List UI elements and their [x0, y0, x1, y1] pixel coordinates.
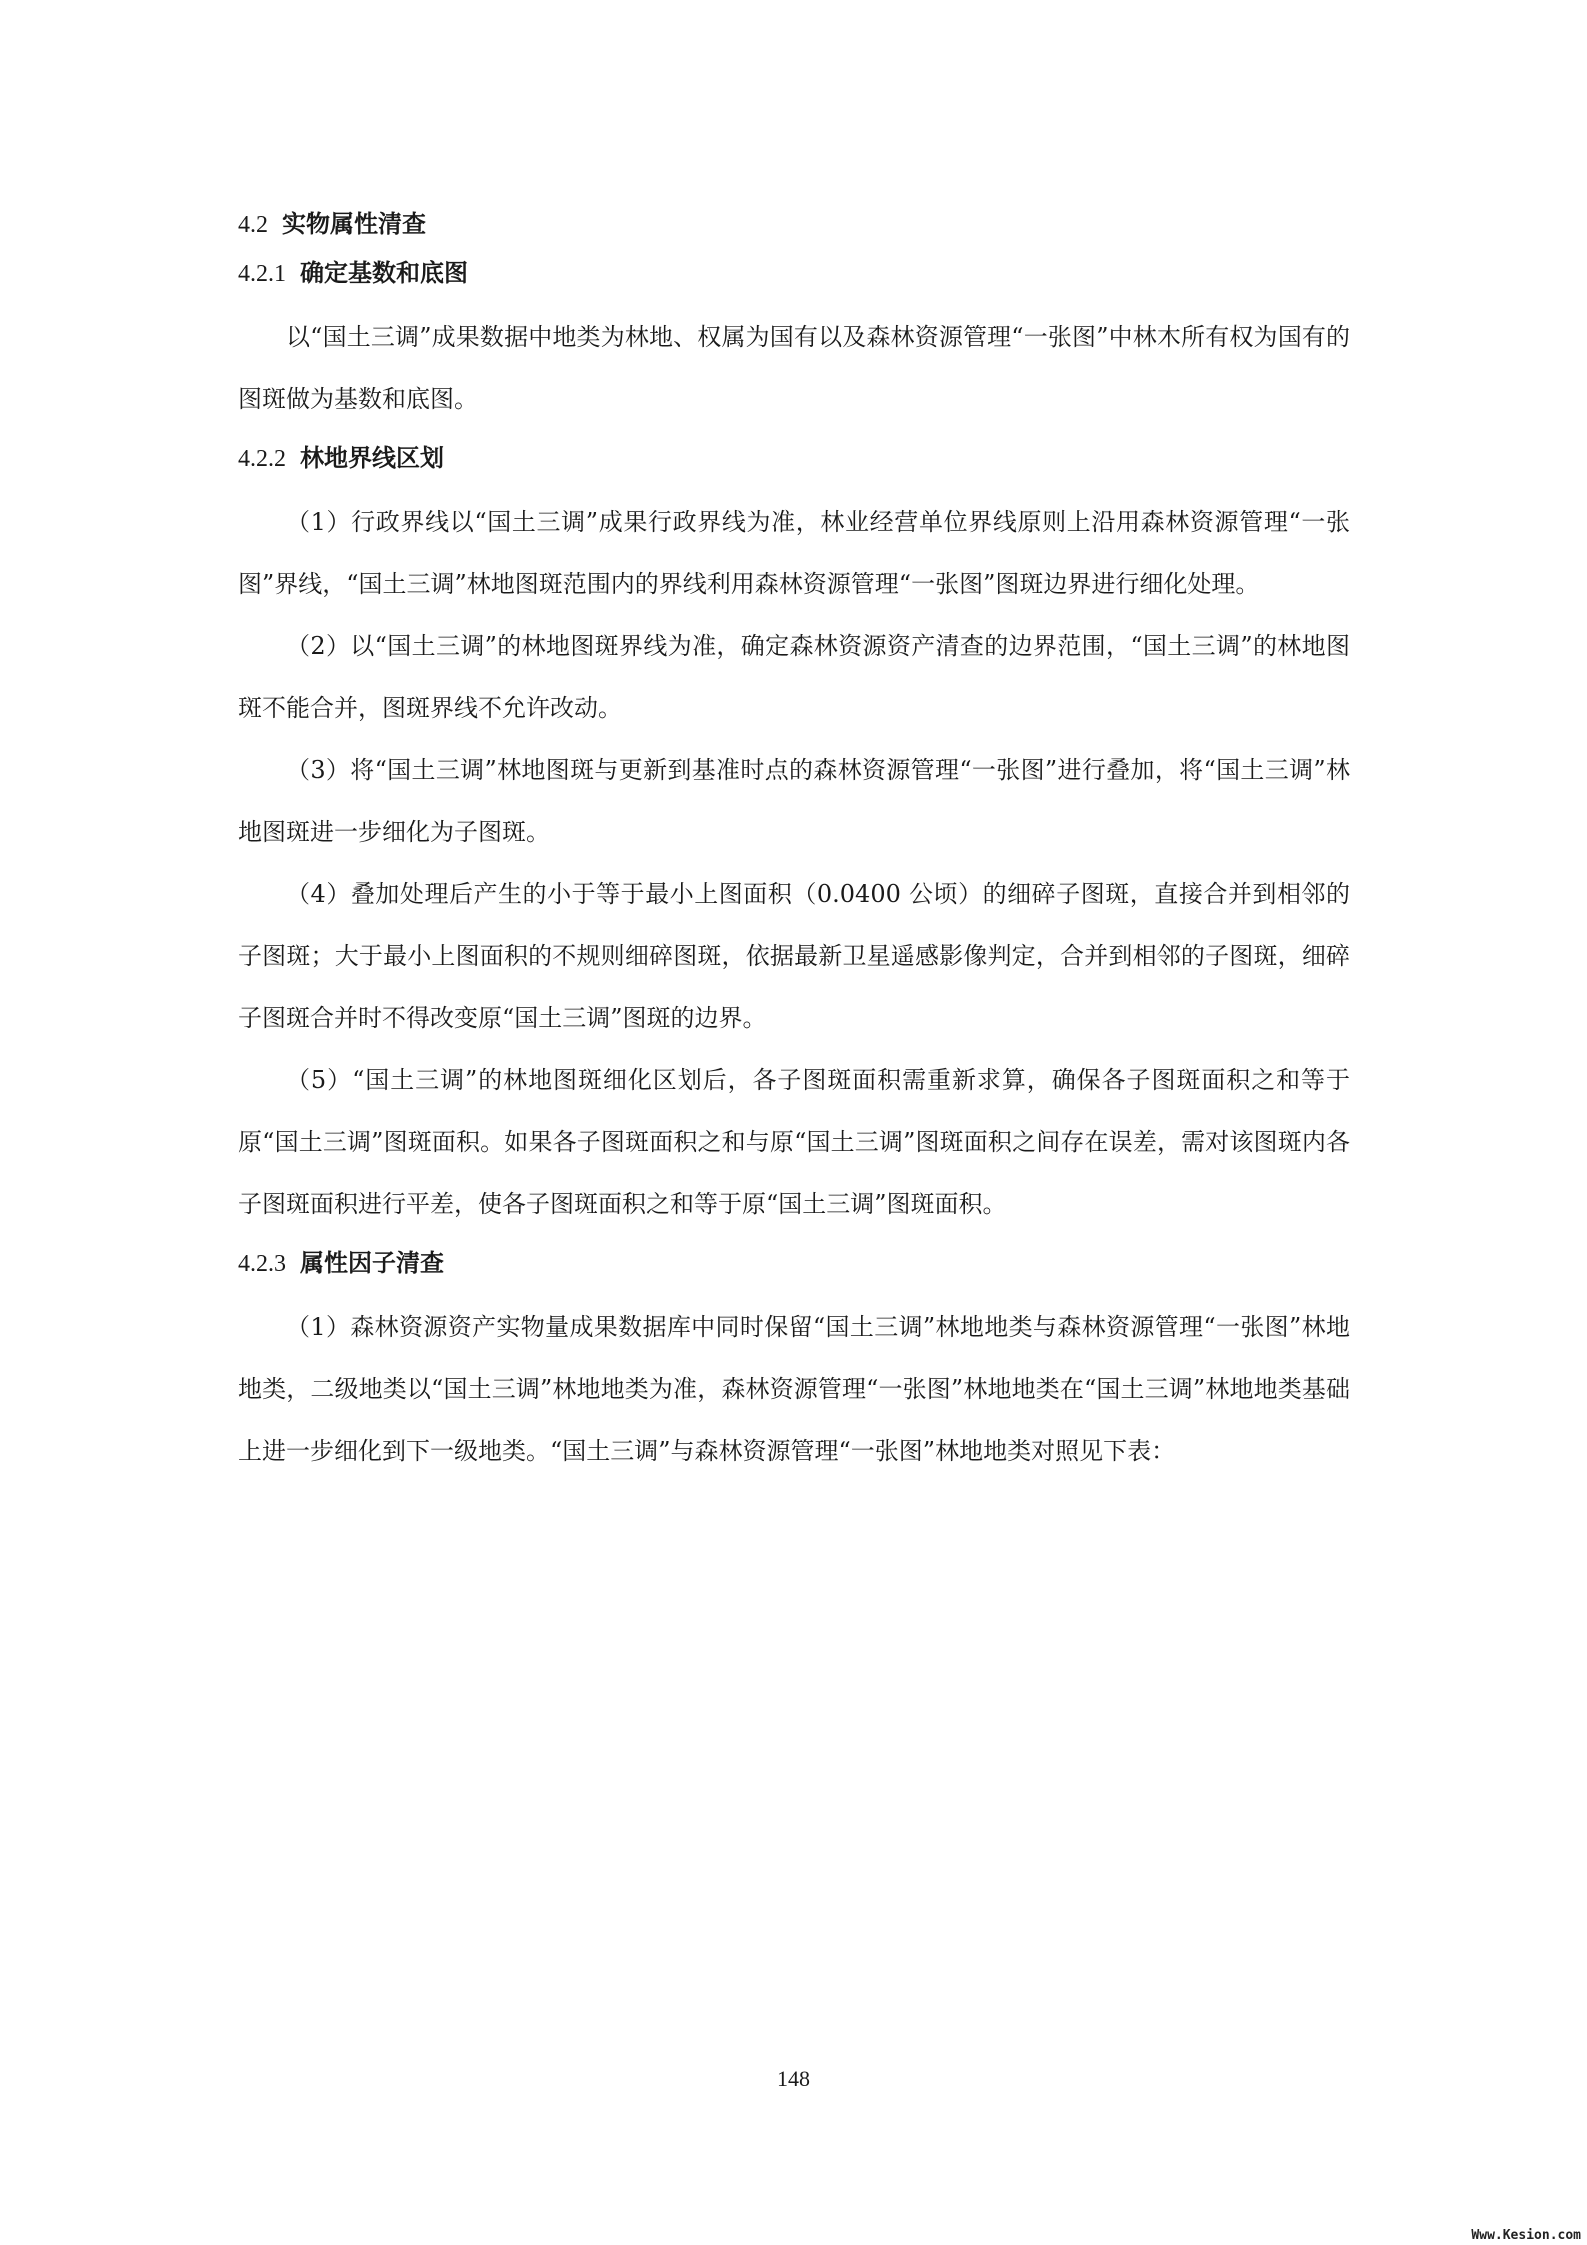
section-heading-4-2-1 [238, 257, 1350, 290]
section-heading-4-2-3 [238, 1247, 1350, 1280]
section-heading-4-2-2 [238, 442, 1350, 475]
section-number: 4.2.1 [238, 261, 286, 287]
section-title: 林地界线区划 [300, 444, 444, 472]
page-number: 148 [777, 2066, 810, 2091]
section-title: 属性因子清查 [300, 1249, 444, 1277]
section-number: 4.2 [238, 212, 268, 238]
watermark-text: Www.Kesion.com [1471, 2228, 1581, 2243]
paragraph-boundary-2: （2）以“国土三调”的林地图斑界线为准，确定森林资源资产清查的边界范围，“国土三调”的林地图斑不能合并，图斑界线不允许改动。 [238, 632, 1350, 722]
paragraph-boundary-1: （1）行政界线以“国土三调”成果行政界线为准，林业经营单位界线原则上沿用森林资源管理“一张图”界线，“国土三调”林地图斑范围内的界线利用森林资源管理“一张图”图斑边界进行细化处理。 [238, 508, 1350, 598]
paragraph-boundary-4: （4）叠加处理后产生的小于等于最小上图面积（0.0400 公顷）的细碎子图斑，直接合并到相邻的子图斑；大于最小上图面积的不规则细碎图斑，依据最新卫星遥感影像判定，合并到相邻的子图斑，细碎子图斑合并时不得改变原“国土三调”图斑的边界。 [238, 880, 1350, 1032]
section-title: 确定基数和底图 [300, 259, 468, 287]
paragraph-boundary-3: （3）将“国土三调”林地图斑与更新到基准时点的森林资源管理“一张图”进行叠加，将“国土三调”林地图斑进一步细化为子图斑。 [238, 756, 1350, 846]
paragraph-base-map: 以“国土三调”成果数据中地类为林地、权属为国有以及森林资源管理“一张图”中林木所有权为国有的图斑做为基数和底图。 [238, 323, 1350, 413]
section-number: 4.2.2 [238, 446, 286, 472]
paragraph-boundary-5: （5）“国土三调”的林地图斑细化区划后，各子图斑面积需重新求算，确保各子图斑面积之和等于原“国土三调”图斑面积。如果各子图斑面积之和与原“国土三调”图斑面积之间存在误差，需对该图斑内各子图斑面积进行平差，使各子图斑面积之和等于原“国土三调”图斑面积。 [238, 1066, 1350, 1218]
page-content [238, 196, 1350, 1482]
section-title: 实物属性清查 [282, 210, 426, 238]
section-number: 4.2.3 [238, 1251, 286, 1277]
paragraph-attribute-1: （1）森林资源资产实物量成果数据库中同时保留“国土三调”林地地类与森林资源管理“一张图”林地地类，二级地类以“国土三调”林地地类为准，森林资源管理“一张图”林地地类在“国土三调”林地地类基础上进一步细化到下一级地类。“国土三调”与森林资源管理“一张图”林地地类对照见下表： [238, 1313, 1350, 1465]
section-heading-4-2 [238, 208, 1350, 241]
